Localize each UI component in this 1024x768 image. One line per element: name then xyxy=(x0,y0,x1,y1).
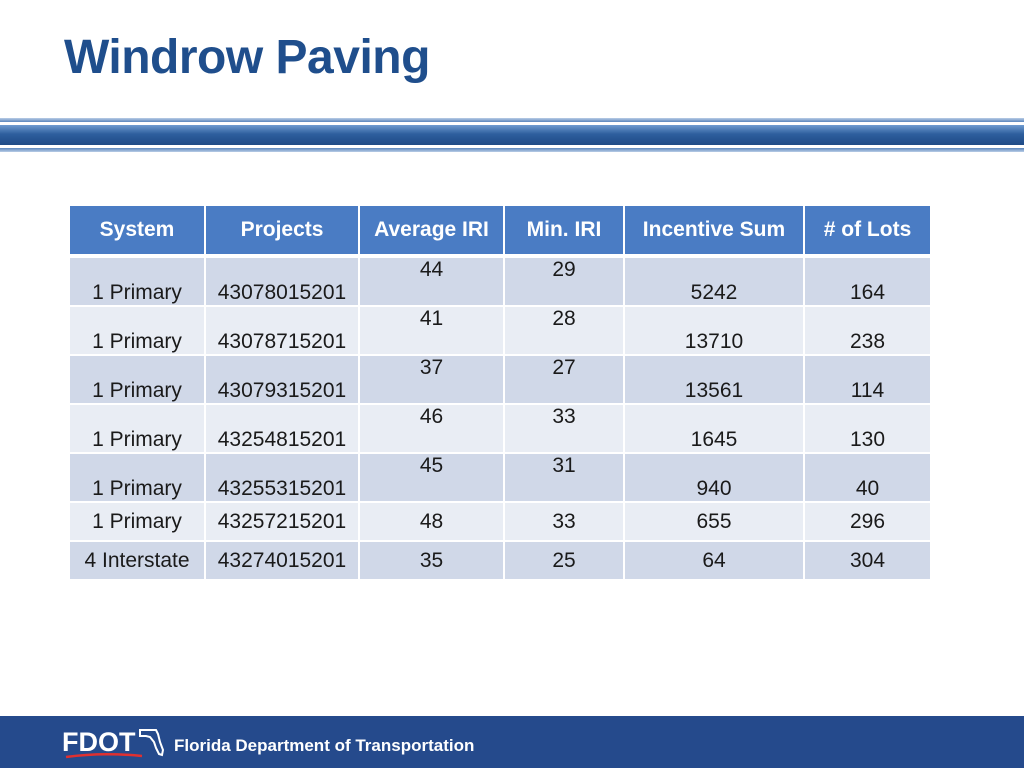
table-row xyxy=(69,355,931,404)
cell-lots: 114 xyxy=(804,355,931,404)
fdot-logo-text: FDOT xyxy=(62,727,136,757)
slide-title: Windrow Paving xyxy=(64,31,430,84)
cell-system: 4 Interstate xyxy=(69,541,205,580)
cell-incentive: 940 xyxy=(624,453,804,502)
cell-avg-iri: 35 xyxy=(359,541,504,580)
divider-main-band xyxy=(0,125,1024,145)
florida-outline-icon xyxy=(140,730,163,755)
cell-min-iri: 28 xyxy=(504,306,624,355)
windrow-paving-table xyxy=(68,204,932,581)
cell-min-iri: 31 xyxy=(504,453,624,502)
table-row xyxy=(69,256,931,306)
table-row xyxy=(69,541,931,580)
cell-lots: 164 xyxy=(804,256,931,306)
cell-avg-iri: 48 xyxy=(359,502,504,541)
cell-avg-iri: 41 xyxy=(359,306,504,355)
fdot-logo xyxy=(62,724,166,760)
cell-lots: 40 xyxy=(804,453,931,502)
table-row xyxy=(69,502,931,541)
cell-project: 43078015201 xyxy=(205,256,359,306)
cell-avg-iri: 37 xyxy=(359,355,504,404)
cell-project: 43274015201 xyxy=(205,541,359,580)
cell-avg-iri: 45 xyxy=(359,453,504,502)
cell-system: 1 Primary xyxy=(69,355,205,404)
header-average-iri: Average IRI xyxy=(359,205,504,256)
footer-org-name: Florida Department of Transportation xyxy=(174,736,475,755)
cell-system: 1 Primary xyxy=(69,256,205,306)
cell-lots: 304 xyxy=(804,541,931,580)
header-system: System xyxy=(69,205,205,256)
footer-bar xyxy=(0,716,1024,768)
table-row xyxy=(69,453,931,502)
cell-incentive: 655 xyxy=(624,502,804,541)
header-min-iri: Min. IRI xyxy=(504,205,624,256)
title-divider xyxy=(0,118,1024,154)
cell-system: 1 Primary xyxy=(69,306,205,355)
cell-incentive: 1645 xyxy=(624,404,804,453)
cell-project: 43255315201 xyxy=(205,453,359,502)
cell-system: 1 Primary xyxy=(69,502,205,541)
cell-system: 1 Primary xyxy=(69,453,205,502)
table-row xyxy=(69,404,931,453)
header-projects: Projects xyxy=(205,205,359,256)
cell-min-iri: 25 xyxy=(504,541,624,580)
table-row xyxy=(69,306,931,355)
header-num-lots: # of Lots xyxy=(804,205,931,256)
table-header-row xyxy=(69,205,931,256)
header-incentive-sum: Incentive Sum xyxy=(624,205,804,256)
cell-avg-iri: 46 xyxy=(359,404,504,453)
cell-lots: 296 xyxy=(804,502,931,541)
cell-project: 43079315201 xyxy=(205,355,359,404)
cell-min-iri: 33 xyxy=(504,502,624,541)
cell-min-iri: 29 xyxy=(504,256,624,306)
cell-incentive: 13561 xyxy=(624,355,804,404)
cell-avg-iri: 44 xyxy=(359,256,504,306)
cell-incentive: 13710 xyxy=(624,306,804,355)
divider-top-line xyxy=(0,118,1024,122)
cell-incentive: 64 xyxy=(624,541,804,580)
cell-lots: 130 xyxy=(804,404,931,453)
cell-min-iri: 33 xyxy=(504,404,624,453)
cell-min-iri: 27 xyxy=(504,355,624,404)
cell-project: 43078715201 xyxy=(205,306,359,355)
cell-project: 43257215201 xyxy=(205,502,359,541)
cell-system: 1 Primary xyxy=(69,404,205,453)
divider-bottom-line xyxy=(0,148,1024,152)
cell-lots: 238 xyxy=(804,306,931,355)
cell-incentive: 5242 xyxy=(624,256,804,306)
cell-project: 43254815201 xyxy=(205,404,359,453)
